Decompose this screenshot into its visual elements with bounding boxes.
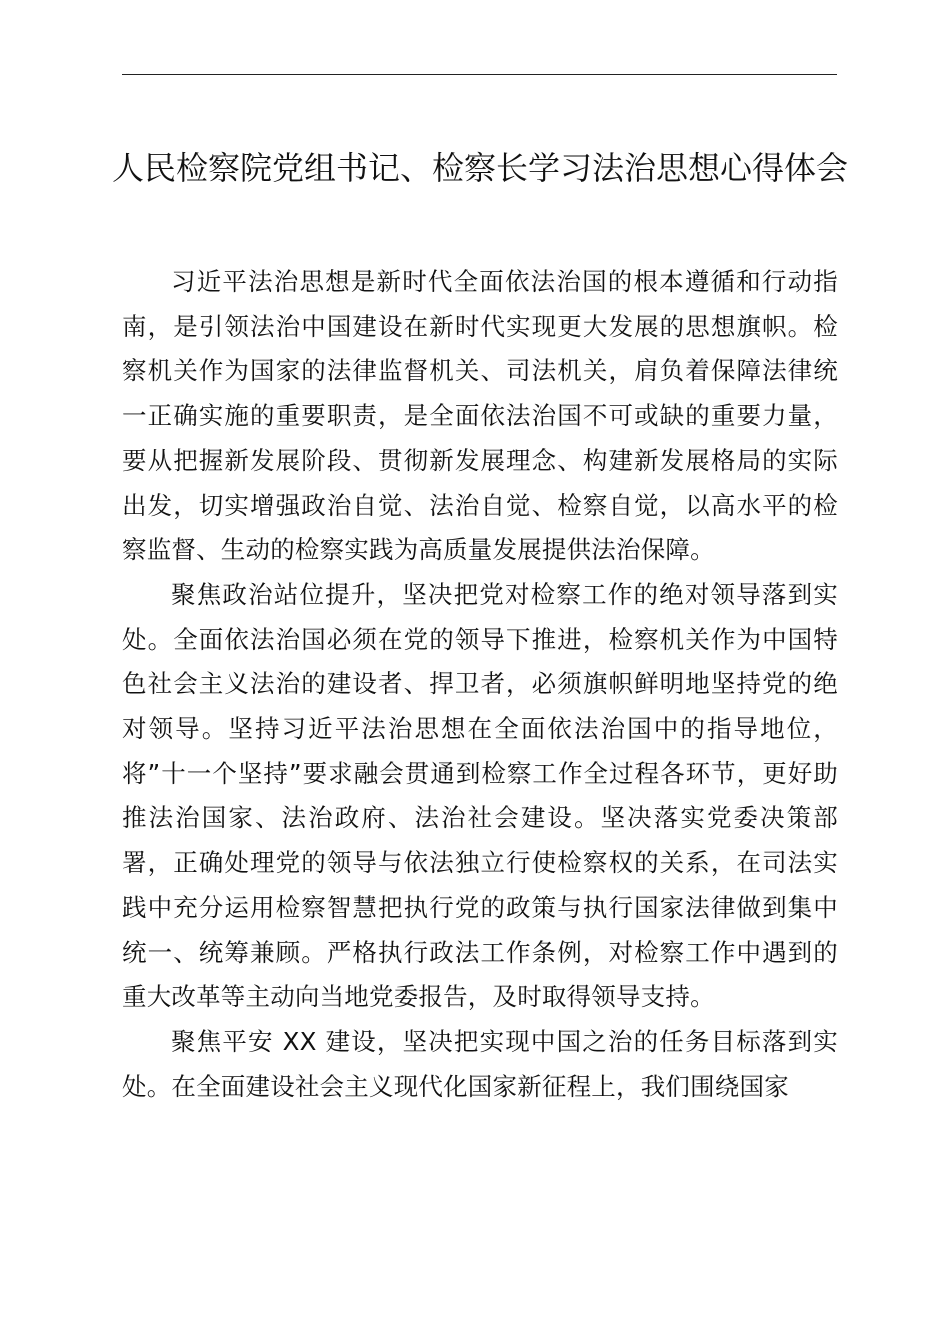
header-rule [122,74,837,75]
paragraph-intro: 习近平法治思想是新时代全面依法治国的根本遵循和行动指南，是引领法治中国建设在新时代实现更大发展的思想旗帜。检察机关作为国家的法律监督机关、司法机关，肩负着保障法律统一正确实施的重要职责，是全面依法治国不可或缺的重要力量，要从把握新发展阶段、贯彻新发展理念、构建新发展格局的实际出发，切实增强政治自觉、法治自觉、检察自觉，以高水平的检察监督、生动的检察实践为高质量发展提供法治保障。 [122,267,838,565]
paragraph-safe-construction: 聚焦平安 XX 建设，坚决把实现中国之治的任务目标落到实处。在全面建设社会主义现代化国家新征程上，我们围绕国家 [122,1026,838,1101]
document-body [122,260,838,1109]
document-title: 人民检察院党组书记、检察长学习法治思想心得体会 [111,149,848,187]
paragraph-political-stance: 聚焦政治站位提升，坚决把党对检察工作的绝对领导落到实处。全面依法治国必须在党的领导下推进，检察机关作为中国特色社会主义法治的建设者、捍卫者，必须旗帜鲜明地坚持党的绝对领导。坚持习近平法治思想在全面依法治国中的指导地位，将”十一个坚持”要求融会贯通到检察工作全过程各环节，更好助推法治国家、法治政府、法治社会建设。坚决落实党委决策部署，正确处理党的领导与依法独立行使检察权的关系，在司法实践中充分运用检察智慧把执行党的政策与执行国家法律做到集中统一、统筹兼顾。严格执行政法工作条例，对检察工作中遇到的重大改革等主动向当地党委报告，及时取得领导支持。 [122,579,838,1012]
